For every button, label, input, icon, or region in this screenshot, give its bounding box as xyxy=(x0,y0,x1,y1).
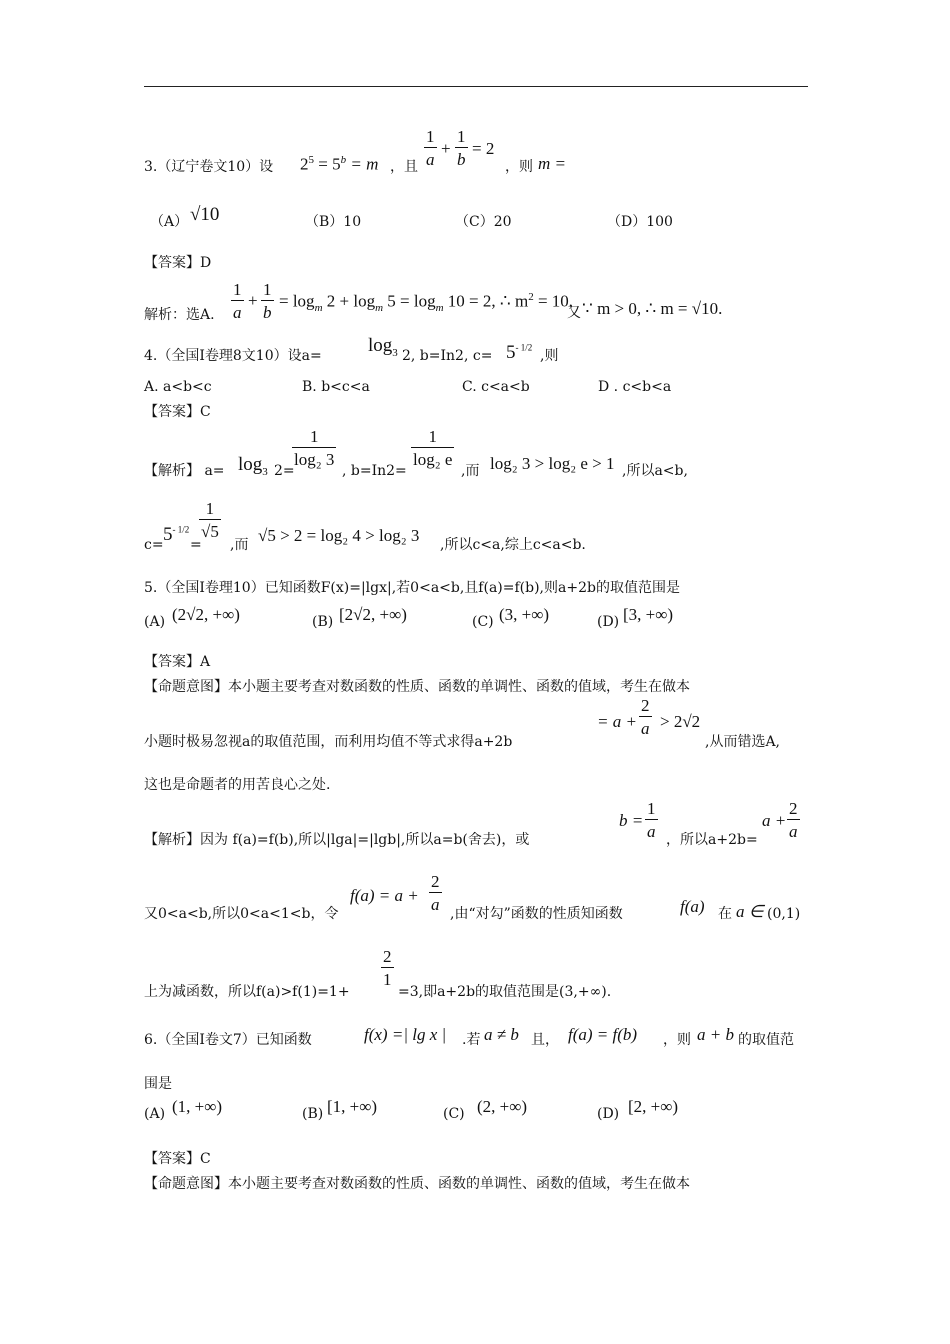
q3-frac-a: 1 a xyxy=(426,127,435,169)
q5-sol-2-fa2: f(a) xyxy=(680,897,705,916)
q6-stem-d: ，则 xyxy=(663,1032,691,1048)
q3-plus: + xyxy=(441,139,451,158)
q4-sol-end: ,所以c<a,综上c<a<b. xyxy=(440,537,586,553)
q6-optA-val: (1, +∞) xyxy=(172,1097,223,1116)
q4-sol-c: c= xyxy=(144,537,164,553)
q4-sol-b: , b=In2= xyxy=(342,463,407,479)
q3-frac-b: 1 b xyxy=(457,127,466,169)
q4-sol-so: ,所以a<b, xyxy=(622,463,688,479)
q4-answer: 【答案】C xyxy=(144,404,211,420)
q5-answer: 【答案】A xyxy=(144,654,211,670)
q4-sol-2eq: 2= xyxy=(274,463,295,479)
q5-intent-expr-a: = a + xyxy=(597,712,637,731)
q5-sol-1-mid: ，所以a+2b= xyxy=(666,832,758,848)
q4-sol-frac1: 1 log₂ 3 xyxy=(294,427,335,469)
q6-optB-label: (B) xyxy=(302,1106,324,1122)
q5-sol-2-in: 在 xyxy=(718,906,732,922)
q4-c-base: $5^{- 1/2}$ xyxy=(506,342,533,363)
q3-stem: 3.（辽宁卷文10）设 xyxy=(144,159,274,175)
q3-optD: （D）100 xyxy=(607,214,673,230)
q4-optB: B. b<c<a xyxy=(302,379,370,395)
q6-fx: f(x) =| lg x | xyxy=(364,1025,447,1044)
q5-sol-2: 又0<a<b,所以0<a<1<b，令 xyxy=(144,906,339,922)
q3-optA-label: （A） xyxy=(150,214,189,230)
q3-sol-expr6: ∵ m > 0, ∴ m = √10. xyxy=(582,299,723,318)
q5-optB-val: [2√2, +∞) xyxy=(339,605,407,624)
q4-sol-er: ,而 xyxy=(461,463,480,479)
q5-sol-3-tail: =3,即a+2b的取值范围是(3,+∞). xyxy=(398,984,612,1000)
q5-optA-label: (A) xyxy=(144,614,166,630)
q4-sol-er2: ,而 xyxy=(230,537,249,553)
q5-sol-2-int: (0,1) xyxy=(767,906,801,922)
q5-sol-b-eq: b = xyxy=(619,811,644,830)
q4-stem-c: ,则 xyxy=(540,348,559,364)
q3-sol-label: 解析：选A. xyxy=(144,307,215,323)
q5-intent-expr-b: > 2√2 xyxy=(660,712,701,731)
q5-intent-3: 这也是命题者的用苦良心之处. xyxy=(144,777,331,793)
q6-ab: a ≠ b xyxy=(484,1025,519,1044)
q5-sol-2-frac: 2 a xyxy=(431,872,440,914)
q5-stem: 5.（全国Ⅰ卷理10）已知函数F(x)=|lgx|,若0<a<b,且f(a)=f(b),则a+2b的取值范围是 xyxy=(144,580,680,596)
q3-eq2: = 2 xyxy=(472,139,495,158)
q5-optB-label: (B) xyxy=(312,614,334,630)
q3-sol-frac-a: 1 a xyxy=(233,280,242,322)
q4-sol-label: 【解析】 a= xyxy=(144,463,225,479)
q4-sol-c-base: $5^{- 1/2}$ xyxy=(163,524,190,545)
q3-sol-you: 又 xyxy=(567,305,581,321)
q4-optC: C. c<a<b xyxy=(462,379,530,395)
q5-sol-2-mid: ,由“对勾”函数的性质知函数 xyxy=(450,906,623,922)
q3-sol-expr: = $\log_m 2 + \log_m 5 = \log_m 10 = 2$, ∴ $m^2 = 10$, xyxy=(279,291,574,315)
q3-sol-plus: + xyxy=(248,291,258,310)
q6-stem-c: 且， xyxy=(531,1032,559,1048)
q5-sol-3-frac: 2 1 xyxy=(383,947,392,989)
q6-apb: a + b xyxy=(697,1025,734,1044)
q5-intent-2-tail: ,从而错选A, xyxy=(705,734,781,750)
q6-stem-a: 6.（全国Ⅰ卷文7）已知函数 xyxy=(144,1032,312,1048)
q3-sol-frac-b: 1 b xyxy=(263,280,272,322)
q6-answer: 【答案】C xyxy=(144,1151,211,1167)
q5-optC-label: (C) xyxy=(472,614,494,630)
q6-optD-val: [2, +∞) xyxy=(628,1097,679,1116)
q4-log: $\log_3$ xyxy=(368,335,398,359)
q4-sol-frac2: 1 log₂ e xyxy=(413,427,453,469)
q4-sol-ineq2: √5 > 2 = log₂ 4 > log₂ 3 xyxy=(258,526,420,545)
q3-then-m: m = xyxy=(538,154,566,173)
q3-optC: （C）20 xyxy=(455,214,512,230)
q6-optC-label: (C) xyxy=(443,1106,465,1122)
q4-sol-c-eq: = xyxy=(190,537,202,553)
q3-answer: 【答案】D xyxy=(144,255,212,271)
q4-sol-ineq: log₂ 3 > log₂ e > 1 xyxy=(490,454,615,473)
q5-sol-2-ain: a ∈ xyxy=(736,902,764,921)
q6-fafb: f(a) = f(b) xyxy=(568,1025,638,1044)
q4-stem-b: 2, b=In2, c= xyxy=(402,348,493,364)
q6-optD-label: (D) xyxy=(597,1106,620,1122)
q5-sol-3: 上为减函数，所以f(a)>f(1)=1+ xyxy=(144,984,350,1000)
q4-stem-a: 4.（全国Ⅰ卷理8文10）设a= xyxy=(144,348,322,364)
q5-intent-frac: 2 a xyxy=(641,696,650,738)
q5-sol-b-frac: 1 a xyxy=(647,799,656,841)
q6-stem-b: .若 xyxy=(462,1032,481,1048)
q5-optD-label: (D) xyxy=(597,614,620,630)
header-rule xyxy=(144,86,808,87)
q4-sol-frac3: 1 √5 xyxy=(201,499,219,541)
q3-eq1: $2^5 = 5^b = m$ xyxy=(300,154,379,174)
q5-intent-1: 【命题意图】本小题主要考查对数函数的性质、函数的单调性、函数的值域，考生在做本 xyxy=(144,679,690,695)
q5-optC-val: (3, +∞) xyxy=(499,605,550,624)
q6-optA-label: (A) xyxy=(144,1106,166,1122)
q6-optC-val: (2, +∞) xyxy=(477,1097,528,1116)
q4-optA: A. a<b<c xyxy=(144,379,212,395)
q6-stem-e: 的取值范 xyxy=(738,1032,794,1048)
q5-sol-1-expr: a + xyxy=(762,811,787,830)
q5-optA-val: (2√2, +∞) xyxy=(172,605,240,624)
q6-intent-1: 【命题意图】本小题主要考查对数函数的性质、函数的单调性、函数的值域，考生在做本 xyxy=(144,1176,690,1192)
q5-sol-1: 【解析】因为 f(a)=f(b),所以|lga|=|lgb|,所以a=b(舍去)，或 xyxy=(144,832,530,848)
q5-optD-val: [3, +∞) xyxy=(623,605,674,624)
q4-optD: D . c<b<a xyxy=(598,379,672,395)
q3-mid: ，且 xyxy=(390,159,418,175)
q3-optB: （B）10 xyxy=(305,214,362,230)
q3-then: ，则 xyxy=(505,159,533,175)
q5-sol-2-fa: f(a) = a + xyxy=(350,886,419,905)
q5-intent-2: 小题时极易忽视a的取值范围，而利用均值不等式求得a+2b xyxy=(144,734,513,750)
q3-optA-val: √10 xyxy=(190,204,220,225)
q4-sol-log: $\log_3$ xyxy=(238,454,268,478)
q5-sol-1-frac: 2 a xyxy=(789,799,798,841)
q6-stem-2: 围是 xyxy=(144,1076,172,1092)
q6-optB-val: [1, +∞) xyxy=(327,1097,378,1116)
